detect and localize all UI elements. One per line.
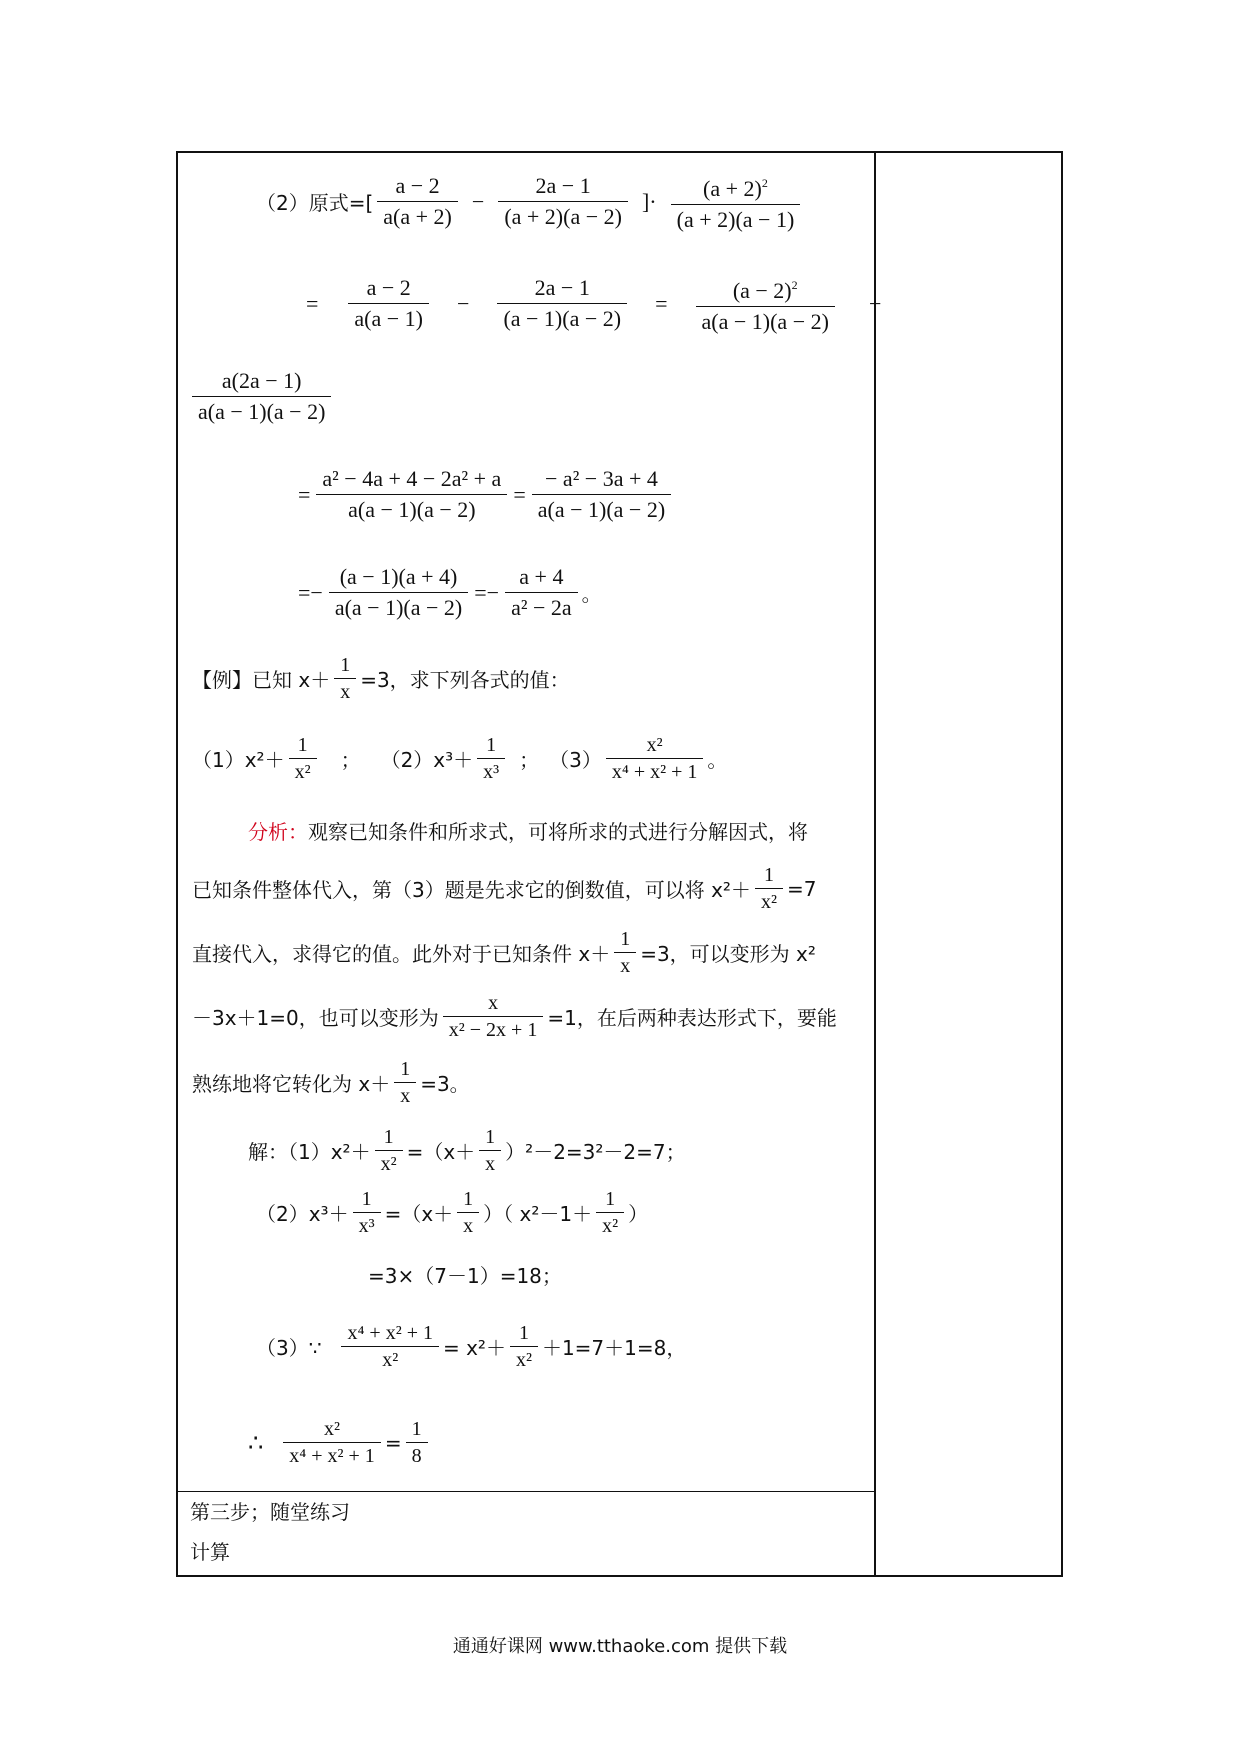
denominator: a(a − 1) [354, 306, 424, 331]
numerator: 2a − 1 [534, 275, 590, 300]
analysis-text: =1，在后两种表达形式下，要能 [547, 1006, 837, 1030]
step2-line5 [296, 562, 602, 623]
fraction [671, 168, 801, 235]
solution-text: =3×（7－1）=18； [368, 1264, 562, 1288]
step2-line1 [256, 168, 804, 235]
fraction [755, 862, 783, 915]
solution-text: ）²－2=3²－2=7； [505, 1140, 686, 1164]
operator: − [457, 290, 470, 316]
fraction [406, 1416, 428, 1469]
step3-subtitle [190, 1536, 230, 1565]
fraction [498, 171, 628, 232]
analysis-line5 [192, 1056, 470, 1109]
numerator: a + 4 [519, 564, 564, 589]
solution-text: ） [628, 1202, 649, 1226]
solution-text: =（x＋ [384, 1202, 454, 1226]
fraction [316, 464, 507, 525]
fraction [289, 732, 317, 785]
analysis-text: 观察已知条件和所求式，可将所求的式进行分解因式，将 [308, 820, 808, 844]
fraction [192, 366, 331, 427]
solution-text: （2）x³＋ [256, 1202, 349, 1226]
analysis-text: －3x＋1=0，也可以变形为 [192, 1006, 439, 1030]
solution-text: = [384, 1430, 402, 1455]
solution-part2 [256, 1186, 648, 1239]
numerator: a − 2 [395, 173, 440, 198]
table-row-divider [176, 1491, 874, 1492]
analysis-line1 [248, 816, 808, 845]
denominator: a(a − 1)(a − 2) [334, 595, 463, 620]
operator: − [471, 188, 485, 214]
numerator: 1 [361, 1188, 372, 1210]
step3-title-text: 第三步；随堂练习 [190, 1500, 350, 1524]
fraction [596, 1186, 624, 1239]
analysis-line3 [192, 926, 816, 979]
numerator: 1 [463, 1188, 474, 1210]
part-label: （2）x³＋ [380, 748, 474, 772]
part-label: （3） [549, 748, 602, 772]
numerator: $(a - 2)^2$ [732, 278, 798, 303]
numerator: a − 2 [366, 275, 411, 300]
numerator: (a − 1)(a + 4) [339, 564, 458, 589]
solution-text: 解：（1）x²＋ [248, 1140, 371, 1164]
operator: ]· [641, 188, 657, 214]
denominator: x² [382, 1349, 399, 1371]
solution-text: ）（ x²－1＋ [483, 1202, 593, 1226]
denominator: (a + 2)(a − 2) [504, 204, 622, 229]
fraction [477, 732, 505, 785]
denominator: a(a + 2) [383, 204, 452, 229]
fraction [696, 270, 835, 337]
denominator: x² [294, 761, 311, 783]
fraction [505, 562, 578, 623]
denominator: (a − 1)(a − 2) [503, 306, 622, 331]
solution-part1 [248, 1124, 686, 1177]
analysis-text: =3。 [420, 1072, 470, 1096]
denominator: x² − 2x + 1 [448, 1019, 538, 1041]
numerator: 1 [485, 1126, 496, 1148]
numerator: 1 [383, 1126, 394, 1148]
step3-subtitle-text: 计算 [190, 1540, 230, 1564]
operator: = [298, 481, 311, 507]
fraction [375, 1124, 403, 1177]
denominator: x² [602, 1215, 619, 1237]
numerator: 1 [340, 654, 351, 676]
denominator: 8 [411, 1445, 422, 1467]
numerator: 1 [605, 1188, 616, 1210]
therefore-symbol: ∴ [248, 1428, 264, 1457]
denominator: x² [515, 1349, 532, 1371]
denominator: a(a − 1)(a − 2) [348, 497, 476, 522]
numerator: 1 [400, 1058, 411, 1080]
analysis-text: =3，可以变形为 x² [640, 942, 816, 966]
operator: = [306, 290, 319, 316]
fraction [532, 464, 671, 525]
numerator: − a² − 3a + 4 [545, 466, 658, 491]
fraction [443, 990, 544, 1043]
step2-line4 [296, 464, 675, 525]
denominator: a(a − 1)(a − 2) [537, 497, 666, 522]
analysis-label: 分析： [248, 820, 308, 844]
period: 。 [707, 748, 728, 772]
analysis-line2 [192, 862, 816, 915]
fraction [394, 1056, 416, 1109]
analysis-text: 已知条件整体代入，第（3）题是先求它的倒数值，可以将 x²＋ [192, 878, 751, 902]
denominator: x² [760, 891, 777, 913]
step2-label: （2）原式=[ [256, 191, 374, 215]
fraction [348, 273, 429, 334]
denominator: x⁴ + x² + 1 [611, 761, 698, 783]
step2-line3 [188, 366, 335, 427]
denominator: x [620, 955, 631, 977]
operator: = [655, 290, 668, 316]
example-parts [192, 732, 727, 785]
denominator: x [400, 1085, 411, 1107]
fraction [606, 732, 704, 785]
operator: =− [298, 579, 323, 605]
denominator: x [463, 1215, 474, 1237]
step3-title [190, 1496, 350, 1525]
solution-part3 [256, 1320, 686, 1373]
step2-line2 [296, 270, 891, 337]
analysis-line4 [192, 990, 837, 1043]
fraction [334, 652, 356, 705]
numerator: 1 [486, 734, 497, 756]
analysis-text: =7 [786, 876, 817, 901]
numerator: x² [324, 1418, 341, 1440]
solution-part2-result [368, 1260, 562, 1289]
denominator: a(a − 1)(a − 2) [198, 399, 326, 424]
operator: − [868, 290, 882, 316]
numerator: 1 [620, 928, 631, 950]
part-label: （1）x²＋ [192, 748, 285, 772]
solution-text: ＋1=7＋1=8， [541, 1336, 687, 1360]
fraction [614, 926, 636, 979]
solution-text: = x²＋ [442, 1336, 506, 1360]
analysis-text: 熟练地将它转化为 x＋ [192, 1072, 391, 1096]
numerator: a(2a − 1) [221, 368, 302, 393]
fraction [479, 1124, 501, 1177]
denominator: x [340, 681, 351, 703]
fraction [377, 171, 458, 232]
table-column-divider [874, 151, 876, 1577]
numerator: 1 [763, 864, 774, 886]
solution-conclusion [248, 1416, 432, 1469]
denominator: x [485, 1153, 496, 1175]
fraction [510, 1320, 538, 1373]
fraction [353, 1186, 381, 1239]
operator: =− [474, 579, 500, 605]
numerator: 1 [297, 734, 308, 756]
example-statement [192, 652, 570, 705]
separator: ； [340, 748, 361, 772]
numerator: 1 [518, 1322, 529, 1344]
analysis-text: 直接代入，求得它的值。此外对于已知条件 x＋ [192, 942, 611, 966]
denominator: x⁴ + x² + 1 [289, 1445, 375, 1467]
solution-text: =（x＋ [406, 1140, 476, 1164]
period: 。 [581, 582, 602, 606]
denominator: a(a − 1)(a − 2) [701, 309, 829, 334]
numerator: 2a − 1 [535, 173, 591, 198]
numerator: 1 [411, 1418, 422, 1440]
denominator: x³ [483, 761, 500, 783]
denominator: x³ [358, 1215, 375, 1237]
denominator: x² [380, 1153, 397, 1175]
page-footer: 通通好课网 www.tthaoke.com 提供下载 [452, 1636, 788, 1657]
fraction [341, 1320, 439, 1373]
separator: ； [519, 748, 540, 772]
fraction [457, 1186, 479, 1239]
operator: = [513, 481, 526, 507]
solution-text: （3）∵ [256, 1336, 322, 1360]
fraction [329, 562, 468, 623]
denominator: a² − 2a [511, 595, 572, 620]
fraction [497, 273, 627, 334]
example-text: =3，求下列各式的值： [360, 668, 570, 692]
fraction [283, 1416, 381, 1469]
numerator: a² − 4a + 4 − 2a² + a [322, 466, 502, 491]
numerator: $(a + 2)^2$ [703, 176, 768, 201]
example-text: 【例】已知 x＋ [192, 668, 331, 692]
denominator: (a + 2)(a − 1) [676, 207, 795, 232]
numerator: x⁴ + x² + 1 [347, 1322, 433, 1344]
numerator: x [488, 992, 499, 1014]
numerator: x² [646, 734, 663, 756]
